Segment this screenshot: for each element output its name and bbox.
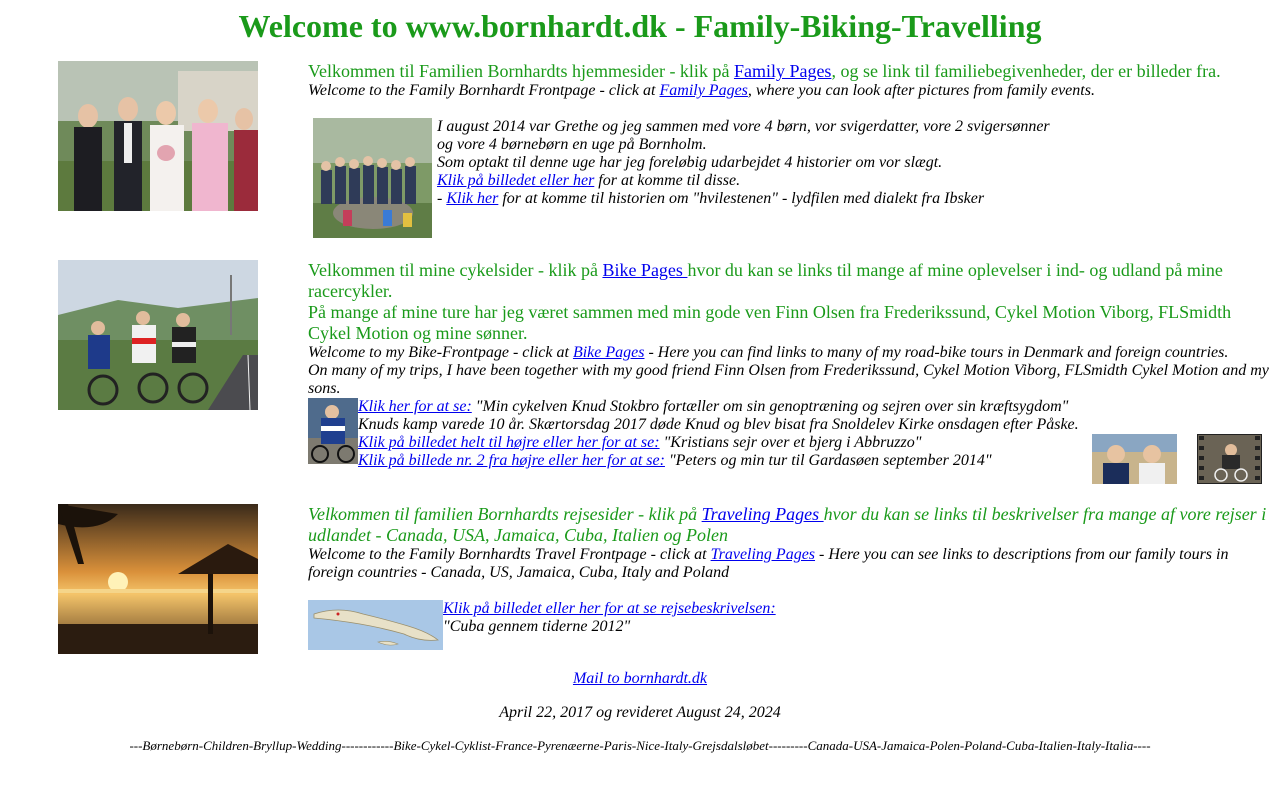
bike-intro-en-text-3: On many of my trips, I have been together with my good friend Finn Olsen from Frederikssund, Cykel Motion Viborg, FLSmidth Cykel Motion and my sons. [308, 362, 1269, 397]
knud-story-link[interactable]: Klik her for at se: [358, 398, 472, 415]
footer-mail [0, 670, 1280, 688]
cuba-story-link[interactable]: Klik på billedet eller her for at se rejsebeskrivelsen: [443, 600, 776, 617]
knud-cyclist-thumb[interactable] [308, 398, 358, 464]
cuba-map-thumb[interactable] [308, 600, 443, 650]
family-story-line2: og vore 4 børnebørn en uge på Bornholm. [437, 136, 707, 153]
family-story-line3: Som optakt til denne uge har jeg foreløbig udarbejdet 4 historier om vor slægt. [437, 154, 943, 171]
sunset-beach-photo[interactable] [58, 504, 258, 654]
travel-intro-da-text-2: hvor du kan se links til beskrivelser fra mange af vore rejser i udlandet - Canada, USA, Jamaica, Cuba, Italien og Polen [308, 504, 1267, 545]
travel-intro-en [308, 546, 1258, 582]
family-story-dash: - [437, 190, 447, 207]
bike-intro-da-text-3: På mange af mine ture har jeg været sammen med min gode ven Finn Olsen fra Frederikssund, Cykel Motion Viborg, FLSmidth Cykel Motion og mine sønner. [308, 302, 1232, 343]
family-intro-da [308, 61, 1268, 82]
kristian-climb-thumb[interactable] [1197, 434, 1262, 484]
family-story [437, 118, 1267, 208]
family-intro-en-text: Welcome to the Family Bornhardt Frontpage - click at [308, 82, 660, 99]
bike-intro-da-text: Velkommen til mine cykelsider - klik på [308, 260, 603, 280]
family-pages-link-en[interactable]: Family Pages [659, 82, 748, 99]
footer-date: April 22, 2017 og revideret August 24, 2024 [499, 704, 781, 721]
family-stories-link[interactable]: Klik på billedet eller her [437, 172, 595, 189]
traveling-pages-link[interactable]: Traveling Pages [701, 504, 824, 524]
hvilestenen-link[interactable]: Klik her [446, 190, 499, 207]
bike-intro-en [308, 344, 1273, 398]
traveling-pages-link-en[interactable]: Traveling Pages [710, 546, 816, 563]
footer-keywords: ---Børnebørn-Children-Bryllup-Wedding------------Bike-Cykel-Cyklist-France-Pyrenæerne-Paris-Nice-Italy-Grejsdalsløbet---------Canada-USA-Jamaica-Polen-Poland-Cuba-Italien-Italy-Italia---- [129, 738, 1151, 753]
cyclists-photo[interactable] [58, 260, 258, 410]
kristian-story-text: "Kristians sejr over et bjerg i Abbruzzo" [659, 434, 922, 451]
knud-story-text: "Min cykelven Knud Stokbro fortæller om sin genoptræning og sejren over sin kræftsygdom" [471, 398, 1069, 415]
bike-intro-en-text-2: - Here you can find links to many of my road-bike tours in Denmark and foreign countries. [644, 344, 1229, 361]
travel-intro-en-text-2: - Here you can see links to descriptions from our family tours in foreign countries - Canada, US, Jamaica, Cuba, Italy and Poland [308, 546, 1229, 581]
kristian-story-link[interactable]: Klik på billedet helt til højre eller her for at se: [358, 434, 660, 451]
family-intro-da-text: Velkommen til Familien Bornhardts hjemmesider - klik på [308, 61, 734, 81]
cuba-story-text: "Cuba gennem tiderne 2012" [443, 618, 631, 635]
bike-pages-link[interactable]: Bike Pages [602, 260, 688, 280]
cuba-story [443, 600, 1043, 636]
travel-intro-da [308, 504, 1273, 546]
bike-intro-da [308, 260, 1258, 344]
page-title: Welcome to www.bornhardt.dk - Family-Biking-Travelling [238, 8, 1042, 44]
knud-story-text-2: Knuds kamp varede 10 år. Skærtorsdag 2017 døde Knud og blev bisat fra Snoldelev Kirke onsdagen efter Påske. [358, 416, 1079, 433]
garda-trip-thumb[interactable] [1092, 434, 1177, 484]
garda-story-text: "Peters og min tur til Gardasøen september 2014" [664, 452, 992, 469]
family-story-line4: for at komme til disse. [594, 172, 741, 189]
bike-pages-link-en[interactable]: Bike Pages [572, 344, 645, 361]
family-intro-en-text-2: , where you can look after pictures from family events. [747, 82, 1095, 99]
bike-stories [358, 398, 1098, 470]
travel-intro-en-text: Welcome to the Family Bornhardts Travel Frontpage - click at [308, 546, 711, 563]
bike-intro-en-text: Welcome to my Bike-Frontpage - click at [308, 344, 573, 361]
bike-intro-da-text-2: hvor du kan se links til mange af mine oplevelser i ind- og udland på mine racercykler. [308, 260, 1223, 301]
family-pages-link[interactable]: Family Pages [733, 61, 832, 81]
wedding-photo[interactable] [58, 61, 258, 211]
family-intro-en [308, 82, 1268, 100]
family-intro-da-text-2: , og se link til familiebegivenheder, der er billeder fra. [831, 61, 1221, 81]
mail-link[interactable]: Mail to bornhardt.dk [572, 670, 708, 687]
family-story-line1: I august 2014 var Grethe og jeg sammen med vore 4 børn, vor svigerdatter, vore 2 svigersønner [437, 118, 1050, 135]
travel-intro-da-text: Velkommen til familien Bornhardts rejsesider - klik på [308, 504, 702, 524]
family-group-photo[interactable] [313, 118, 432, 238]
garda-story-link[interactable]: Klik på billede nr. 2 fra højre eller her for at se: [358, 452, 665, 469]
family-story-line5: for at komme til historien om "hvilestenen" - lydfilen med dialekt fra Ibsker [498, 190, 985, 207]
